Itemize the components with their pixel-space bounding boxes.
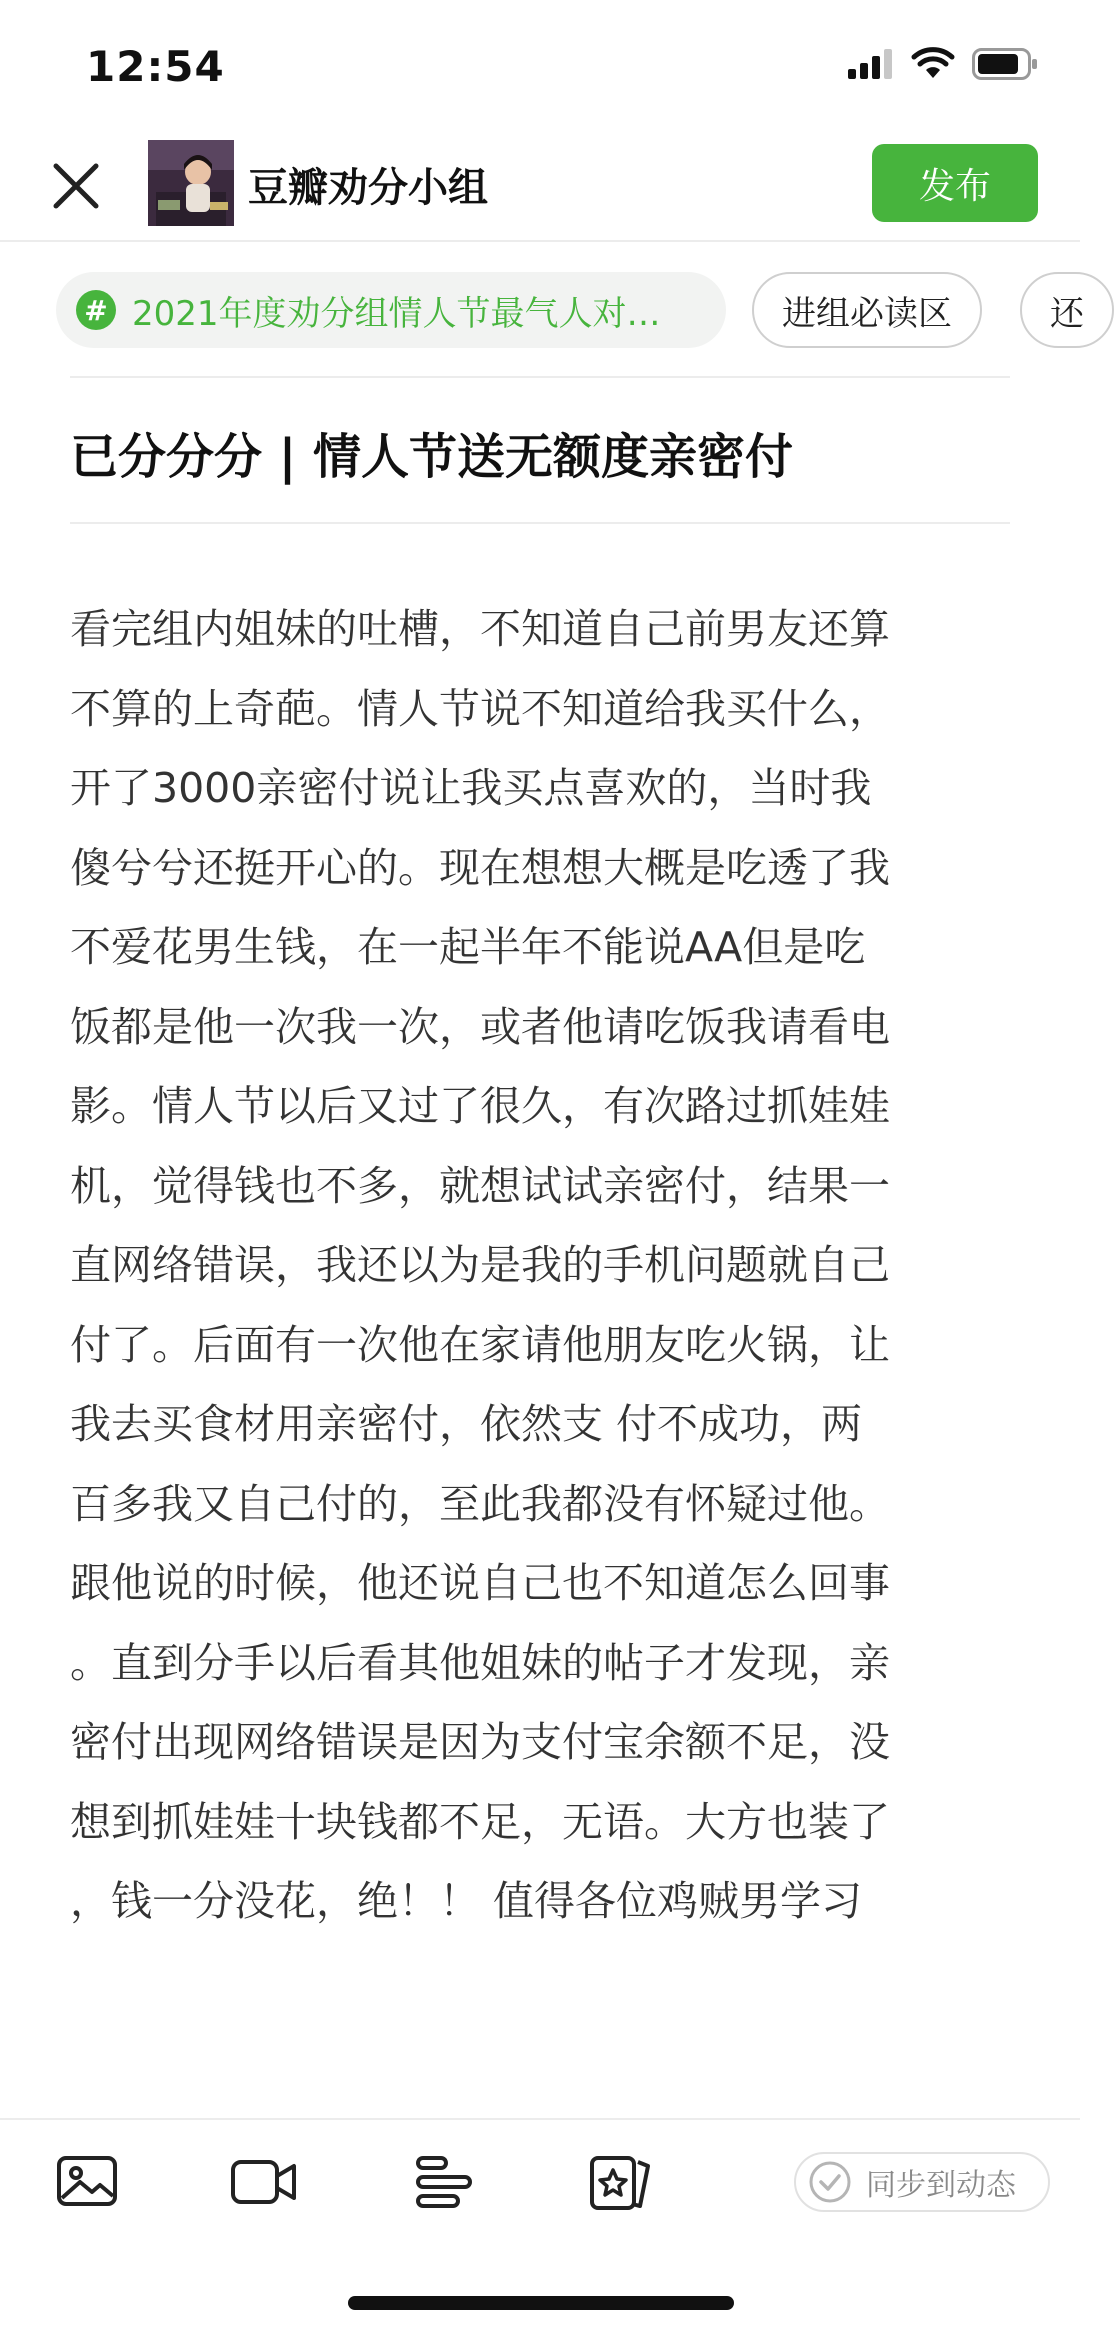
body-line: 密付出现网络错误是因为支付宝余额不足，没 <box>70 1718 890 1766</box>
insert-image-button[interactable] <box>56 2152 120 2212</box>
close-button[interactable] <box>44 154 108 218</box>
battery-icon <box>972 48 1038 80</box>
body-line: ，钱一分没花，绝！！ 值得各位鸡贼男学习 <box>70 1877 863 1925</box>
check-circle-icon <box>808 2160 852 2204</box>
compose-header <box>0 130 1080 242</box>
sync-to-feed-toggle[interactable] <box>794 2152 1050 2212</box>
body-line: 付了。后面有一次他在家请他朋友吃火锅，让 <box>70 1320 890 1369</box>
topic-tag[interactable] <box>56 272 726 348</box>
text-format-button[interactable] <box>412 2152 476 2212</box>
topic-tag-label: 2021年度劝分组情人节最气人对… <box>132 293 661 334</box>
publish-button[interactable]: 发布 <box>872 144 1038 222</box>
text-format-icon <box>412 2152 476 2212</box>
signal-icon <box>848 49 894 79</box>
body-line: 饭都是他一次我一次，或者他请吃饭我请看电 <box>70 1002 890 1051</box>
body-line: 跟他说的时候，他还说自己也不知道怎么回事 <box>70 1559 890 1607</box>
insert-video-button[interactable] <box>230 2152 294 2212</box>
body-line: 机，觉得钱也不多，就想试试亲密付，结果一 <box>70 1161 890 1210</box>
body-line: 不算的上奇葩。情人节说不知道给我买什么， <box>70 684 890 733</box>
body-line: 直网络错误，我还以为是我的手机问题就自己 <box>70 1241 890 1289</box>
body-line: 百多我又自己付的，至此我都没有怀疑过他。 <box>70 1479 890 1528</box>
body-line: 我去买食材用亲密付，依然支 付不成功，两 <box>70 1400 863 1448</box>
body-line: 影。情人节以后又过了很久，有次路过抓娃娃 <box>70 1082 890 1130</box>
close-icon <box>44 154 108 218</box>
tag-more[interactable]: 还 <box>1020 272 1114 348</box>
star-card-icon <box>588 2152 654 2212</box>
status-time: 12:54 <box>86 42 225 91</box>
body-line: 。直到分手以后看其他姐妹的帖子才发现，亲 <box>70 1638 890 1687</box>
group-name[interactable]: 豆瓣劝分小组 <box>248 165 488 211</box>
hashtag-icon: # <box>76 290 116 330</box>
body-line: 傻兮兮还挺开心的。现在想想大概是吃透了我 <box>70 843 890 892</box>
body-line: 不爱花男生钱，在一起半年不能说AA但是吃 <box>70 923 866 971</box>
body-line: 想到抓娃娃十块钱都不足，无语。大方也装了 <box>70 1797 890 1846</box>
sync-label: 同步到动态 <box>866 2168 1016 2203</box>
tag-must-read[interactable]: 进组必读区 <box>752 272 982 348</box>
rating-card-button[interactable] <box>588 2152 652 2212</box>
body-line: 开了3000亲密付说让我买点喜欢的，当时我 <box>70 764 872 812</box>
status-bar <box>0 0 1080 130</box>
video-icon <box>230 2152 300 2212</box>
wifi-icon <box>912 48 954 80</box>
status-icons <box>848 48 1038 80</box>
body-line: 看完组内姐妹的吐槽，不知道自己前男友还算 <box>70 605 890 653</box>
group-avatar <box>148 140 234 226</box>
post-title[interactable]: 已分分分 | 情人节送无额度亲密付 <box>70 429 793 485</box>
divider <box>70 522 1010 524</box>
post-body[interactable] <box>70 590 1020 1942</box>
divider <box>70 376 1010 378</box>
editor-toolbar <box>0 2118 1080 2248</box>
image-icon <box>56 2152 120 2212</box>
home-indicator <box>348 2296 734 2310</box>
tags-row <box>0 270 1084 350</box>
